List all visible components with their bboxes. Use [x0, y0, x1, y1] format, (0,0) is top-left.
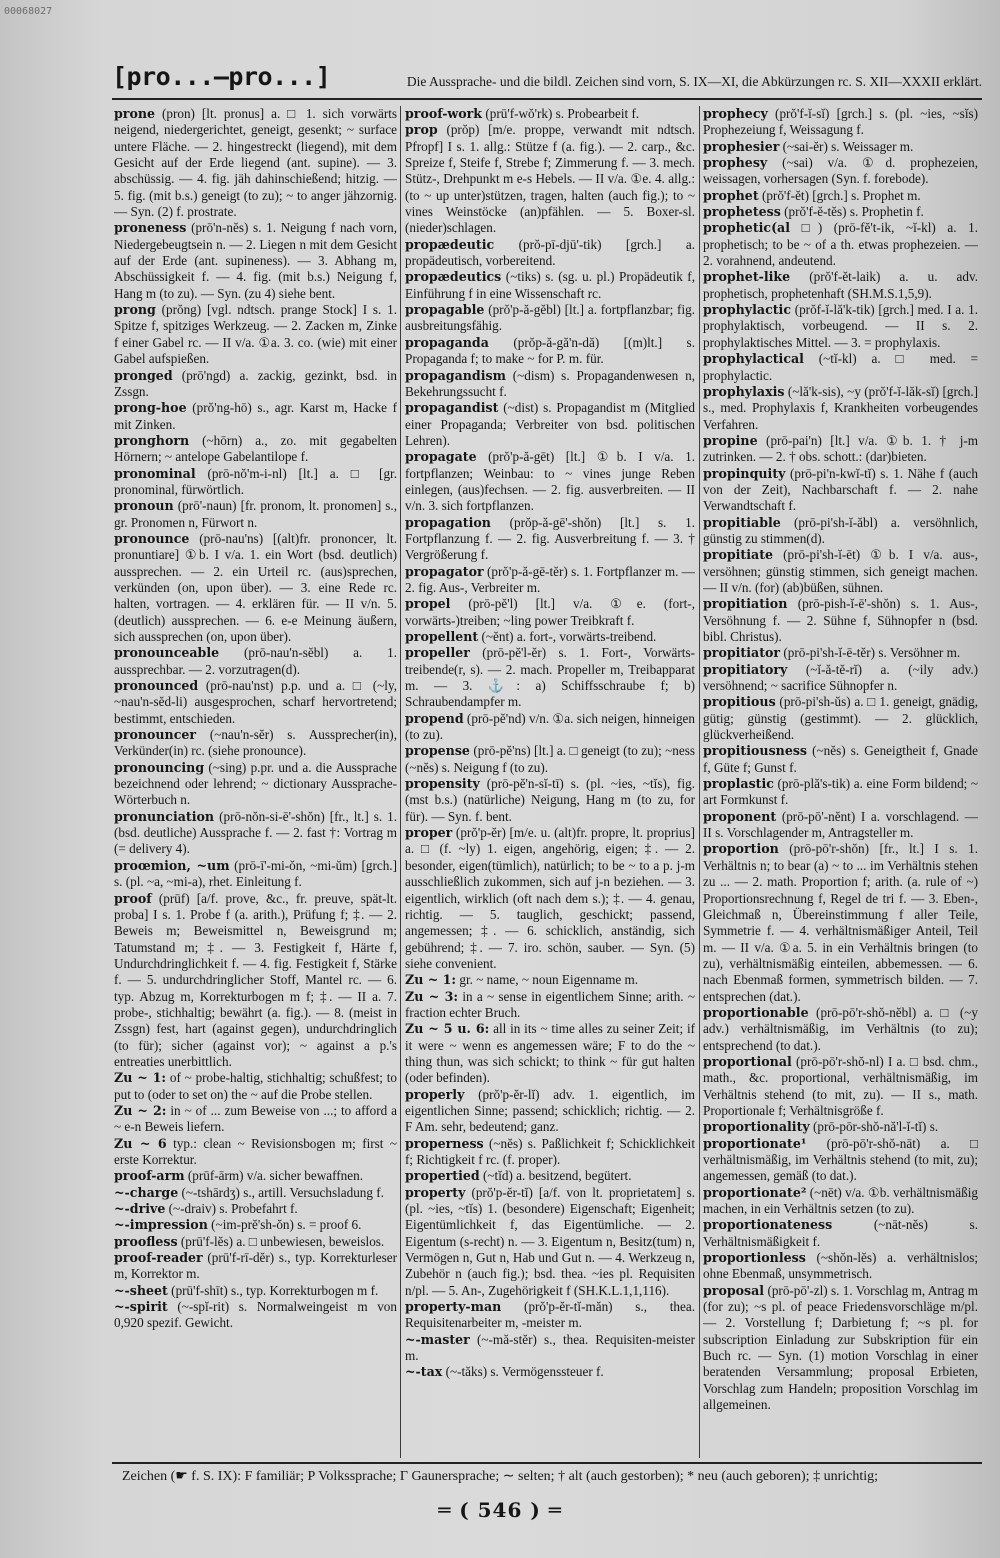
dictionary-entry: [114, 106, 397, 220]
entry-definition: (prō-nŏn-si-ē'-shŏn) [fr., lt.] s. 1. (bsd. deutliche) Aussprache f. — 2. fast †: Vortrag m (= delivery 4).: [114, 808, 397, 857]
dictionary-entry: [703, 1005, 978, 1054]
entry-definition: (prū'f-wŏ'rk) s. Probearbeit f.: [485, 106, 640, 121]
entry-headword: proportionality: [703, 1119, 810, 1135]
entry-definition: (prŏp-ă-gă'n-dă) [(m)lt.] s. Propaganda f; to make ~ for P. m. für.: [405, 334, 695, 367]
entry-headword: propagate: [405, 449, 477, 465]
dictionary-entry: [405, 645, 695, 710]
dictionary-entry: [703, 155, 978, 188]
entry-headword: propaganda: [405, 334, 489, 350]
entry-definition: in ~ of ... zum Beweise von ...; to afford a ~ e-n Beweis liefern.: [114, 1102, 397, 1135]
entry-definition: (prŏ'f-ĕt-laik) a. u. adv. prophetisch, prophetenhaft (SH.M.S.1,5,9).: [703, 269, 978, 301]
entry-headword: propitiatory: [703, 661, 788, 677]
entry-definition: □) (prō-fĕ't-ik, ~ĭ-kl) a. 1. prophetisch; to be ~ of a th. etwas prophezeien. — 2. vorahnend, andeutend.: [703, 220, 978, 269]
dictionary-entry: [114, 302, 397, 367]
entry-definition: (prŏf-ĭ-lă'k-tik) [grch.] med. I a. 1. prophylaktisch, vorbeugend. — II s. 2. prophylaktisches Mittel. — 3. = prophylaxis.: [703, 302, 978, 350]
dictionary-entry: [405, 711, 695, 744]
dictionary-entry: [114, 400, 397, 433]
entry-definition: (~tĭ-kl) a. □ med. = prophylactic.: [703, 351, 978, 383]
entry-definition: (prō-plă's-tik) a. eine Form bildend; ~ art Formkunst f.: [703, 776, 978, 808]
dictionary-entry: [405, 400, 695, 449]
entry-headword: propagandist: [405, 400, 499, 416]
dictionary-entry: [703, 841, 978, 1004]
dictionary-entry: [703, 515, 978, 548]
dictionary-entry: [114, 1217, 397, 1233]
entry-definition: (prūf-ārm) v/a. sicher bewaffnen.: [187, 1168, 363, 1184]
entry-definition: (prū'f-rī-dĕr) s., typ. Korrekturleser m, Korrektor m.: [114, 1250, 397, 1282]
entry-definition: (prō-pi'sh-ĭ-ēt) ①b. I v/a. aus-, versöhnen; günstig stimmen, sich geneigt machen. — II v/n. (for) (ab)büßen, sühnen.: [703, 547, 978, 595]
dictionary-entry: [703, 433, 978, 466]
entry-headword: proœmion, ~um: [114, 857, 230, 873]
entry-definition: (prū'f-shīt) s., typ. Korrekturbogen m f.: [171, 1282, 379, 1298]
entry-headword: properness: [405, 1135, 484, 1151]
dictionary-entry: [405, 629, 695, 645]
entry-headword: propagandism: [405, 367, 506, 383]
entry-headword: propitiator: [703, 645, 781, 661]
entry-headword: pronoun: [114, 498, 174, 514]
entry-definition: (prō-pō'r-shŏ-nĕbl) a. □ (~y adv.) verhältnismäßig, im Verhältnis (to zu); entsprechend (to dat.).: [703, 1004, 978, 1053]
dictionary-entry: [703, 466, 978, 515]
entry-headword: proposal: [703, 1282, 765, 1298]
dictionary-entry: [405, 972, 695, 988]
column-1: [114, 106, 397, 1454]
entry-definition: in a ~ sense in eigentlichem Sinne; arith. ~ fraction echter Bruch.: [405, 988, 695, 1020]
entry-definition: (prŏ'p-ă-gē-tĕr) s. 1. Fortpflanzer m. — 2. fig. Aus-, Verbreiter m.: [405, 563, 695, 595]
entry-definition: (prŏ'p-ĕr-tĭ-măn) s., thea. Requisitenarbeiter m, -meister m.: [405, 1299, 695, 1331]
entry-headword: proportion: [703, 841, 779, 857]
entry-definition: (~-draiv) s. Probefahrt f.: [168, 1201, 298, 1217]
entry-definition: (prō-pō'-zl) s. 1. Vorschlag m, Antrag m (for zu); ~s pl. of peace Friedensvorschläge m/pl. — 2. Vorstellung f; Darbietung f; ~s pl. for subscription Einladung zur Subskription für ein Buch rc. — Syn. (1) motion Vorschlag in einer beratenden Versammlung; proposal Erbieten, Vorschlag zum Handeln; proposition Vorschlag im allgemeinen.: [703, 1282, 978, 1413]
dictionary-entry: [405, 237, 695, 270]
entry-definition: (~nāt-nĕs) s. Verhältnismäßigkeit f.: [703, 1217, 978, 1249]
entry-headword: proof-reader: [114, 1250, 203, 1266]
entry-definition: (~nĕs) s. Geneigtheit f, Gnade f, Güte f; Gunst f.: [703, 743, 978, 775]
entry-headword: proportionable: [703, 1004, 809, 1020]
entry-headword: proofless: [114, 1233, 178, 1249]
entry-headword: propagation: [405, 514, 491, 530]
entry-headword: prophet-like: [703, 269, 791, 285]
entry-headword: pronounced: [114, 678, 199, 694]
entry-definition: (prō-nau'ns) [(alt)fr. prononcer, lt. pronuntiare] ①b. I v/a. 1. ein Wort (bsd. deutlich) aussprechen. — 2. ein Urteil rc. (aus)sprechen, verkünden (on, upon über). — 3. eine Rede rc. halten, vortragen. — 4. erklären für. — II v/n. 5. (deutlich) aussprechen. — 6. e-e Meinung äußern, sich aussprechen (on, upon über).: [114, 530, 397, 644]
dictionary-entry: [703, 743, 978, 776]
dictionary-entry: [703, 596, 978, 645]
entry-headword: ~-impression: [114, 1217, 208, 1233]
entry-headword: propædeutics: [405, 269, 502, 285]
entry-headword: propertied: [405, 1168, 480, 1184]
entry-definition: (prō-pi'n-kwĭ-tĭ) s. 1. Nähe f (auch von der Zeit), Nachbarschaft f. — 2. nahe Verwandtschaft f.: [703, 465, 978, 514]
entry-headword: propitious: [703, 694, 776, 710]
entry-definition: all in its ~ time alles zu seiner Zeit; if it were ~ wenn es angemessen wäre; F to do the ~ thing thun, was sich schickt; to think ~ für gut halten (oder befinden).: [405, 1021, 695, 1086]
entry-headword: proponent: [703, 808, 777, 824]
entry-headword: Zu ~ 2:: [114, 1102, 167, 1118]
entry-headword: prophesier: [703, 138, 780, 154]
entry-headword: properly: [405, 1086, 465, 1102]
dictionary-entry: [703, 547, 978, 596]
dictionary-entry: [703, 1136, 978, 1185]
entry-headword: Zu ~ 6: [114, 1135, 167, 1151]
dictionary-entry: [703, 351, 978, 384]
entry-headword: prop: [405, 122, 438, 138]
entry-headword: propellent: [405, 629, 479, 644]
dictionary-entry: [114, 220, 397, 302]
entry-headword: propagator: [405, 563, 484, 579]
dictionary-entry: [703, 1283, 978, 1414]
dictionary-entry: [703, 1119, 978, 1135]
entry-definition: (~-mă-stĕr) s., thea. Requisiten-meister m.: [405, 1331, 695, 1364]
entry-headword: propensity: [405, 776, 480, 792]
entry-headword: pronouncing: [114, 759, 205, 775]
entry-headword: pronunciation: [114, 808, 215, 824]
entry-headword: pronouncer: [114, 727, 197, 743]
dictionary-entry: [405, 515, 695, 564]
entry-definition: (~hōrn) a., zo. mit gegabelten Hörnern; ~ antelope Gabelantilope f.: [114, 432, 397, 465]
dictionary-entry: [703, 694, 978, 743]
entry-headword: prong-hoe: [114, 400, 187, 416]
entry-definition: (prō-pō'-nĕnt) I a. vorschlagend. — II s. Vorschlagender m, Antragsteller m.: [703, 808, 978, 841]
entry-headword: Zu ~ 3:: [405, 988, 459, 1004]
entry-definition: (~tiks) s. (sg. u. pl.) Propädeutik f, Einführung f in eine Wissenschaft rc.: [405, 269, 695, 301]
entry-definition: (prō-nau'nst) p.p. und a. □ (~ly, ~nau'n-sĕd-li) ausgesprochen, scharf hervortretend; bestimmt, entschieden.: [114, 678, 397, 726]
entry-definition: (prŏ'p-ĕr) [m/e. u. (alt)fr. propre, lt. proprius] a. □ (f. ~ly) 1. eigen, angehörig, eigen; ‡. — 2. besonder, eigen(tümlich), natürlich; to be ~ to a p. j-m ausschließlich zukommen, sich auf j-n beziehen. — 3. eigentlich, wirklich (oft nach dem s.); ‡. — 4. genau, richtig. — 5. tauglich, geschickt; passend, angemessen; ‡. — 6. schicklich, anständig, sich gebührend; ‡. — 7. iro. schön, sauber. — Syn. (5) siehe convenient.: [405, 825, 695, 971]
entry-headword: propitiable: [703, 514, 781, 530]
dictionary-entry: [114, 858, 397, 891]
entry-headword: propinquity: [703, 465, 786, 481]
entry-definition: (prō-nŏ'm-i-nl) [lt.] a. □ [gr. pronominal, fürwörtlich.: [114, 465, 397, 497]
entry-headword: proneness: [114, 220, 187, 236]
entry-definition: (~-tshārdʒ) s., artill. Versuchsladung f.: [181, 1184, 384, 1200]
entry-headword: pronghorn: [114, 432, 190, 448]
entry-definition: (prŏ'p-ă-gēt) [lt.] ①b. I v/a. 1. fortpflanzen; Weinbau: to ~ vines junge Reben einlegen, (aus)fechsen. — 2. fig. ausverbreiten. — II v/n. 3. sich fortpflanzen.: [405, 449, 695, 514]
running-header: [112, 62, 982, 100]
entry-headword: prophylactical: [703, 351, 804, 367]
dictionary-entry: [405, 1299, 695, 1332]
dictionary-entry: [114, 760, 397, 809]
entry-definition: (prō'n-nĕs) s. 1. Neigung f nach vorn, Niedergebeugtsein n. — 2. Liegen n mit dem Gesicht auf der Erde (ant. supineness). — 3. Abhang m, Abschüssigkeit f. — 4. fig. (mit b.s.) Neigung f, Hang m (to zu). — Syn. (zu 4) siehe bent.: [114, 220, 397, 301]
entry-definition: gr. ~ name, ~ noun Eigenname m.: [459, 972, 639, 988]
entry-definition: (prō-pi'sh-ĭ-ē-tĕr) s. Versöhner m.: [783, 645, 961, 661]
entry-definition: (~-tăks) s. Vermögenssteuer f.: [445, 1364, 604, 1380]
entry-headword: proportionate¹: [703, 1135, 807, 1151]
dictionary-entry: [405, 106, 695, 122]
entry-definition: (prō-ī'-mi-ŏn, ~mi-ŭm) [grch.] s. (pl. ~a, ~mi-a), rhet. Einleitung f.: [114, 857, 397, 890]
dictionary-entry: [114, 809, 397, 858]
dictionary-entry: [114, 368, 397, 401]
entry-definition: (prō-pōr-shŏ-nă'l-ĭ-tĭ) s.: [813, 1119, 939, 1135]
entry-definition: (prŏ'f-ĕ-tĕs) s. Prophetin f.: [784, 204, 924, 220]
entry-headword: proportional: [703, 1053, 792, 1069]
dictionary-entry: [703, 188, 978, 204]
dictionary-entry: [405, 1136, 695, 1169]
dictionary-entry: [703, 809, 978, 842]
entry-headword: pronounceable: [114, 645, 220, 661]
entry-definition: (~nau'n-sĕr) s. Aussprecher(in), Verkünder(in) rc. (siehe pronounce).: [114, 727, 397, 759]
entry-headword: Zu ~ 1:: [405, 972, 457, 988]
dictionary-entry: [703, 384, 978, 433]
entry-headword: ~-charge: [114, 1184, 179, 1200]
entry-headword: property: [405, 1184, 466, 1200]
dictionary-entry: [114, 1168, 397, 1184]
entry-headword: prophylaxis: [703, 383, 785, 399]
entry-definition: of ~ probe-haltig, stichhaltig; schußfest; to put to (oder to set on) the ~ auf die Probe stellen.: [114, 1070, 397, 1102]
dictionary-entry: [405, 825, 695, 972]
dictionary-entry: [703, 106, 978, 139]
entry-definition: (prō-pĕ'nd) v/n. ①a. sich neigen, hinneigen (to zu).: [405, 710, 695, 743]
entry-headword: prophet: [703, 187, 759, 203]
dictionary-entry: [405, 269, 695, 302]
entry-definition: (~dist) s. Propagandist m (Mitglied einer Propaganda; Verbreiter von bsd. politischen Lehren).: [405, 400, 695, 448]
entry-headword: prong: [114, 302, 156, 318]
entry-definition: (prō-pi'sh-ŭs) a. □ 1. geneigt, gnädig, gütig; günstig (gestimmt). — 2. glücklich, glückverheißend.: [703, 694, 978, 743]
dictionary-entry: [114, 678, 397, 727]
dictionary-entry: [405, 335, 695, 368]
dictionary-entry: [405, 122, 695, 236]
entry-headword: Zu ~ 5 u. 6:: [405, 1021, 490, 1037]
dictionary-entry: [114, 1299, 397, 1332]
entry-definition: (prŏ'p-ĕr-lĭ) adv. 1. eigentlich, im eigentlichen Sinne; passend; schicklich; richtig. — 2. F Am. sehr, bedeutend; ganz.: [405, 1086, 695, 1135]
entry-definition: (~-spĭ-rit) s. Normalweingeist m von 0,920 spezif. Gewicht.: [114, 1299, 397, 1331]
entry-definition: typ.: clean ~ Revisionsbogen m; first ~ erste Korrektur.: [114, 1135, 397, 1167]
entry-headword: prone: [114, 106, 156, 121]
dictionary-entry: [405, 1185, 695, 1299]
dictionary-entry: [405, 743, 695, 776]
dictionary-entry: [703, 139, 978, 155]
entry-headword: prophylactic: [703, 302, 792, 318]
entry-headword: propeller: [405, 645, 470, 661]
entry-headword: proportionateness: [703, 1217, 833, 1233]
entry-headword: ~-master: [405, 1331, 470, 1347]
dictionary-entry: [405, 564, 695, 597]
entry-headword: Zu ~ 1:: [114, 1070, 167, 1086]
entry-definition: (prŏp-ă-gē'-shŏn) [lt.] s. 1. Fortpflanzung f. — 2. fig. Ausverbreitung f. — 3. † Vergrößerung f.: [405, 514, 695, 563]
entry-definition: (prō-pĕ'n-sĭ-tī) s. (pl. ~ies, ~tĭs), fig. (mst b.s.) (natürliche) Neigung, Hang m (to zu, for für). — Syn. f. bent.: [405, 776, 695, 824]
entry-definition: (~shŏn-lĕs) a. verhältnislos; ohne Ebenmaß, unsymmetrisch.: [703, 1250, 978, 1282]
entry-definition: (prŏp) [m/e. proppe, verwandt mit ndtsch. Pfropf] I s. 1. allg.: Stütze f (a. fig.). — 2. carp., &c. Spreize f, Steife f, Strebe f; Zimmerung f. — 3. mech. Stütz-, Drehpunkt m e-s Hebels. — II v/a. ①e. 4. allg.: (to ~ up unter)stützen, tragen, halten (auch fig.); to ~ vines Weinstöcke (an)pfählen. — 5. Boxer-sl. (nieder)schlagen.: [405, 122, 695, 236]
dictionary-entry: [114, 1201, 397, 1217]
entry-definition: (~sai) v/a. ①d. prophezeien, weissagen, vorhersagen (Syn. f. forebode).: [703, 155, 978, 187]
entry-definition: (~lă'k-sis), ~y (prŏ'f-ĭ-lăk-sĭ) [grch.] s., med. Prophylaxis f, Krankheiten vorbeugendes Verfahren.: [703, 383, 978, 432]
entry-definition: (prō-pō'r-shŏ-nl) I a. □ bsd. chm., math., &c. proportional, verhältnismäßig, im Verhältnis stehend (to mit, zu). — II s., math. Proportionale f; Verhältnisgröße f.: [703, 1053, 978, 1118]
entry-definition: (prō-pish-ĭ-ē'-shŏn) s. 1. Aus-, Versöhnung f. — 2. Sühne f, Sühnopfer n (bsd. bibl. Christus).: [703, 596, 978, 644]
dictionary-entry: [114, 1234, 397, 1250]
entry-headword: propend: [405, 710, 464, 726]
entry-headword: proportionless: [703, 1250, 806, 1266]
dictionary-entry: [405, 596, 695, 629]
entry-headword: pronounce: [114, 530, 190, 546]
dictionary-entry: [114, 1103, 397, 1136]
dictionary-entry: [405, 1168, 695, 1184]
dictionary-entry: [703, 1185, 978, 1218]
entry-definition: (prō-pō'r-shŏn) [fr., lt.] I s. 1. Verhältnis n; to bear (a) ~ to ... im Verhältnis stehen zu ... — 2. math. Proportion f; arith. (a. rule of ~) Proportionsrechnung f, Regel de tri f. — 3. Eben-, Gleichmaß n, Übereinstimmung f aller Teile, Symmetrie f. — 4. verhältnismäßiger Anteil, Teil m. — II v/a. ①a. 5. in ein Verhältnis bringen (to zu), verhältnismäßig einteilen, abbemessen. — 6. nach Ebenmaß formen, symmetrisch bilden. — 7. entsprechen (dat.).: [703, 841, 978, 1004]
entry-headword: pronged: [114, 367, 173, 383]
entry-headword: ~-drive: [114, 1201, 166, 1217]
entry-definition: (prŏ'p-ĕr-tĭ) [a/f. von lt. proprietatem] s. (pl. ~ies, ~tĭs) 1. (besondere) Eigenschaft; Eigenheit; Eigentümlichkeit f, das Eigentümliche. — 2. Eigentum (s-recht) n. — 3. Eigentum n, Besitz(tum) n, Vermögen n, Gut n, Hab und Gut n. — 4. Werkzeug n, Zubehör n (auch fig.); bsd. thea. ~ies pl. Requisiten n/pl. — 5. An-, Zugehörigkeit f (SH.K.L.1,1,116).: [405, 1184, 695, 1298]
entry-definition: (prŏ'f-ĕt) [grch.] s. Prophet m.: [761, 187, 921, 203]
entry-definition: (prŏ'f-ĭ-sĭ) [grch.] s. (pl. ~ies, ~sĭs) Prophezeiung f, Weissagung f.: [703, 106, 978, 138]
entry-definition: (~nĕs) s. Paßlichkeit f; Schicklichkeit f; Richtigkeit f rc. (f. proper).: [405, 1135, 695, 1167]
entry-definition: (prŏ-pī-djū'-tik) [grch.] a. propädeutisch, vorbereitend.: [405, 236, 695, 269]
entry-headword: property-man: [405, 1299, 502, 1315]
entry-definition: (pron) [lt. pronus] a. □ 1. sich vorwärts neigend, niedergerichtet, geneigt, gesenkt; ~ surface untere Fläche. — 2. hingestreckt (liegend), mit dem Gesicht auf der Erde liegend (ant. supine). — 3. abschüssig. — 4. fig. jäh dahinschießend; hitzig. — 5. fig. (mit b.s.) geneigt (to zu); ~ to anger jähzornig. — Syn. (2) f. prostrate.: [114, 106, 397, 220]
entry-headword: propitiate: [703, 547, 774, 563]
entry-headword: prophetess: [703, 204, 781, 220]
dictionary-entry: [703, 662, 978, 695]
entry-definition: (prŏ'ng-hō) s., agr. Karst m, Hacke f mit Zinken.: [114, 400, 397, 432]
dictionary-entry: [114, 645, 397, 678]
dictionary-entry: [405, 1364, 695, 1380]
scan-id: 00068027: [4, 6, 53, 17]
dictionary-entry: [703, 220, 978, 269]
entry-headword: ~-spirit: [114, 1299, 168, 1315]
dictionary-entry: [703, 645, 978, 661]
entry-definition: (~sing) p.pr. und a. die Aussprache bezeichnend oder lehrend; ~ dictionary Aussprache-Wörterbuch n.: [114, 759, 397, 808]
dictionary-entry: [114, 1136, 397, 1169]
header-guide-words: [pro...—pro...]: [112, 62, 331, 91]
dictionary-entry: [114, 1250, 397, 1283]
entry-definition: (prūf) [a/f. prove, &c., fr. preuve, spät-lt. proba] I s. 1. Probe f (a. arith.), Prüfung f; ‡. — 2. Beweis m; Beweismittel n, Beweisgrund m; Tatumstand m; ‡. — 3. Festigkeit f, Härte f, Undurchdringlichkeit f. — 4. fig. Festigkeit f, Stärke f. — 5. undurchdringlicher Stoff, Mantel rc. — 6. typ. Abzug m, Korrekturbogen m f; ‡. — II a. 7. probe-, stichhaltig; bewährt (a. fig.). — 8. (meist in Zssgn) fest, hart (against gegen), undurchdringlich (to für); sicher (against vor); ~ against a p.'s entreaties unerbittlich.: [114, 890, 397, 1069]
dictionary-entry: [703, 1250, 978, 1283]
entry-headword: propense: [405, 743, 470, 759]
entry-headword: propine: [703, 432, 758, 448]
entry-definition: (~sai-ĕr) s. Weissager m.: [782, 138, 914, 154]
dictionary-entry: [114, 727, 397, 760]
dictionary-entry: [703, 269, 978, 302]
entry-headword: propel: [405, 596, 451, 612]
dictionary-entry: [405, 302, 695, 335]
entry-headword: ~-tax: [405, 1364, 443, 1380]
dictionary-entry: [405, 368, 695, 401]
entry-definition: (~ĭ-ă-tĕ-rĭ) a. (~ily adv.) versöhnend; ~ sacrifice Sühnopfer n.: [703, 661, 978, 694]
dictionary-entry: [405, 1332, 695, 1365]
entry-definition: (~nēt) v/a. ①b. verhältnismäßig machen, in ein Verhältnis setzen (to zu).: [703, 1184, 978, 1217]
dictionary-entry: [114, 1185, 397, 1201]
dictionary-entry: [114, 531, 397, 645]
entry-headword: propagable: [405, 302, 485, 318]
dictionary-entry: [405, 1021, 695, 1086]
entry-headword: prophecy: [703, 106, 768, 121]
entry-headword: proof-arm: [114, 1168, 185, 1184]
entry-definition: (prō-pai'n) [lt.] v/a. ①b. 1. † j-m zutrinken. — 2. † obs. schott.: (dar)bieten.: [703, 432, 978, 465]
entry-headword: proof: [114, 890, 152, 906]
entry-definition: (~tĭd) a. besitzend, begütert.: [483, 1168, 632, 1184]
entry-headword: proportionate²: [703, 1184, 807, 1200]
entry-definition: (prō-pi'sh-ĭ-ăbl) a. versöhnlich, günstig zu stimmen(d).: [703, 514, 978, 546]
column-2: [405, 106, 695, 1454]
entry-headword: proper: [405, 825, 453, 841]
dictionary-entry: [405, 776, 695, 825]
entry-definition: (prū'f-lĕs) a. □ unbewiesen, beweislos.: [180, 1233, 385, 1249]
entry-definition: (prō-pĕ'l-ĕr) s. 1. Fort-, Vorwärts-treibende(r, s). — 2. mach. Propeller m, Treibapparat m. — 3. ⚓: a) Schiffsschraube f; b) Schraubendampfer m.: [405, 645, 695, 710]
entry-headword: prophetic(al: [703, 220, 790, 236]
entry-headword: ~-sheet: [114, 1282, 168, 1298]
header-note: Die Aussprache- und die bildl. Zeichen sind vorn, S. IX—XI, die Abkürzungen rc. S. XII—XXXII erklärt.: [406, 74, 982, 89]
entry-definition: (prō-nau'n-sĕbl) a. 1. aussprechbar. — 2. vorzutragen(d).: [114, 645, 397, 677]
entry-headword: prophesy: [703, 155, 768, 171]
dictionary-entry: [703, 302, 978, 351]
entry-headword: pronominal: [114, 465, 196, 481]
dictionary-entry: [703, 1217, 978, 1250]
symbol-legend: Zeichen (☛ f. S. IX): F familiär; P Volkssprache; Γ Gaunersprache; ∼ selten; † alt (auch gestorben); * neu (auch geboren); ‡ unrichtig;: [122, 1469, 879, 1484]
entry-definition: (~im-prĕ'sh-ŏn) s. = proof 6.: [211, 1217, 362, 1233]
dictionary-entry: [405, 449, 695, 514]
entry-definition: (prō-pĕ'l) [lt.] v/a. ①e. (fort-, vorwärts-)treiben; ~ling power Treibkraft f.: [405, 596, 695, 628]
dictionary-entry: [703, 776, 978, 809]
dictionary-entry: [114, 891, 397, 1071]
column-divider: [400, 106, 401, 1458]
entry-headword: proplastic: [703, 776, 774, 792]
entry-headword: propitiousness: [703, 743, 808, 759]
entry-definition: (prō'-naun) [fr. pronom, lt. pronomen] s., gr. Pronomen n, Fürwort n.: [114, 498, 397, 530]
entry-headword: propitiation: [703, 596, 788, 612]
entry-definition: (prō-pĕ'ns) [lt.] a. □ geneigt (to zu); ~ness (~nĕs) s. Neigung f (to zu).: [405, 743, 695, 775]
dictionary-entry: [703, 1054, 978, 1119]
dictionary-entry: [405, 1087, 695, 1136]
dictionary-entry: [114, 1283, 397, 1299]
dictionary-entry: [114, 433, 397, 466]
entry-definition: (prŏng) [vgl. ndtsch. prange Stock] I s. 1. Spitze f, spitziges Werkzeug. — 2. Zacken m, Zinke f einer Gabel rc. — II v/a. ①a. 3. co. (wie) mit einer Gabel aufspießen.: [114, 302, 397, 367]
dictionary-entry: [114, 498, 397, 531]
entry-definition: (~ĕnt) a. fort-, vorwärts-treibend.: [481, 629, 657, 644]
footer-divider: [112, 1462, 982, 1464]
entry-headword: proof-work: [405, 106, 483, 121]
dictionary-entry: [114, 466, 397, 499]
entry-definition: (prō-pō'r-shŏ-nāt) a. □ verhältnismäßig, im Verhältnis stehend (to mit, zu); angemessen, gemäß (to dat.).: [703, 1135, 978, 1184]
dictionary-entry: [114, 1070, 397, 1103]
dictionary-entry: [703, 204, 978, 220]
entry-definition: (prō'ngd) a. zackig, gezinkt, bsd. in Zssgn.: [114, 367, 397, 399]
column-3: [703, 106, 978, 1454]
column-divider: [699, 106, 700, 1458]
entry-headword: propædeutic: [405, 236, 495, 252]
entry-definition: (~dism) s. Propagandenwesen n, Bekehrungssucht f.: [405, 367, 695, 399]
entry-definition: (prŏ'p-ă-gĕbl) [lt.] a. fortpflanzbar; fig. ausbreitungsfähig.: [405, 302, 695, 334]
dictionary-entry: [405, 989, 695, 1022]
page-number: ═ ( 546 ) ═: [438, 1498, 562, 1522]
